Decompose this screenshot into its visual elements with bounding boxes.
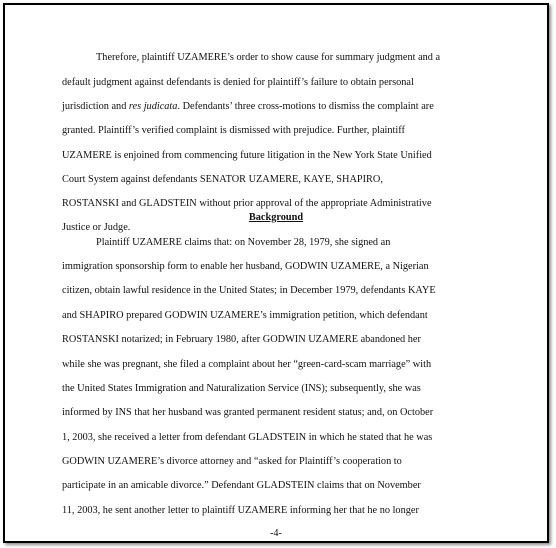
paragraph-2-line-10: GODWIN UZAMERE’s divorce attorney and “asked for Plaintiff’s cooperation to <box>62 456 402 467</box>
paragraph-2-line-8: informed by INS that her husband was granted permanent resident status; and, on October <box>62 407 434 418</box>
paragraph-2-line-12: 11, 2003, he sent another letter to plaintiff UZAMERE informing her that he no longer <box>62 505 419 516</box>
paragraph-1-line-3 <box>62 101 434 113</box>
paragraph-2-line-5: ROSTANSKI notarized; in February 1980, after GODWIN UZAMERE abandoned her <box>62 334 421 345</box>
paragraph-2-line-1: Plaintiff UZAMERE claims that: on November 28, 1979, she signed an <box>96 237 391 248</box>
paragraph-2-line-9: 1, 2003, she received a letter from defendant GLADSTEIN in which he stated that he was <box>62 432 433 443</box>
paragraph-1-line-3-end: . Defendants’ three cross-motions to dismiss the complaint are <box>177 101 434 112</box>
paragraph-1-line-3-start: jurisdiction and <box>62 101 129 112</box>
paragraph-1-line-8: Justice or Judge. <box>62 222 131 233</box>
document-frame <box>3 3 549 543</box>
paragraph-2-line-11: participate in an amicable divorce.” Defendant GLADSTEIN claims that on November <box>62 480 421 491</box>
document-page <box>5 5 547 541</box>
paragraph-1-line-5: UZAMERE is enjoined from commencing future litigation in the New York State Unified <box>62 150 432 161</box>
paragraph-1-line-2: default judgment against defendants is denied for plaintiff’s failure to obtain personal <box>62 77 414 88</box>
page-number: -4- <box>269 528 282 539</box>
paragraph-2-line-6: while she was pregnant, she filed a complaint about her “green-card-scam marriage” with <box>62 359 432 370</box>
paragraph-2-line-2: immigration sponsorship form to enable her husband, GODWIN UZAMERE, a Nigerian <box>62 261 429 272</box>
res-judicata-term: res judicata <box>128 101 178 112</box>
paragraph-2-line-4: and SHAPIRO prepared GODWIN UZAMERE’s immigration petition, which defendant <box>62 310 428 321</box>
section-heading: Background <box>248 212 304 223</box>
paragraph-2-line-3: citizen, obtain lawful residence in the United States; in December 1979, defendants KAYE <box>62 285 436 296</box>
paragraph-2-line-7: the United States Immigration and Naturalization Service (INS); subsequently, she was <box>62 383 421 394</box>
paragraph-1-line-7: ROSTANSKI and GLADSTEIN without prior approval of the appropriate Administrative <box>62 198 432 209</box>
paragraph-1-line-6: Court System against defendants SENATOR UZAMERE, KAYE, SHAPIRO, <box>62 174 383 185</box>
paragraph-1-line-1: Therefore, plaintiff UZAMERE’s order to show cause for summary judgment and a <box>96 52 441 63</box>
paragraph-1-line-4: granted. Plaintiff’s verified complaint is dismissed with prejudice. Further, plaintiff <box>62 125 405 136</box>
